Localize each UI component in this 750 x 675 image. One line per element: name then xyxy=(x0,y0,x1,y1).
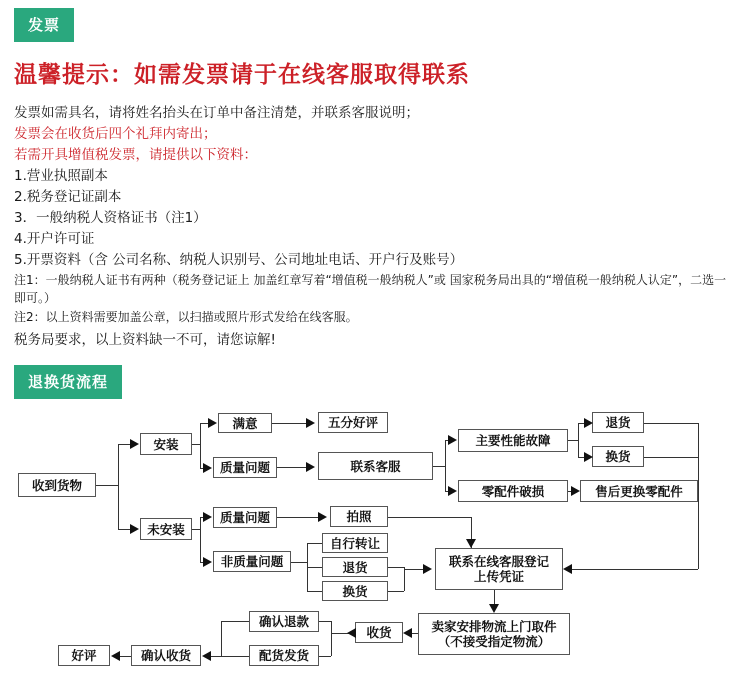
flow-node-reship: 配货发货 xyxy=(249,645,319,666)
invoice-line: 4.开户许可证 xyxy=(14,231,95,247)
connector xyxy=(221,621,222,656)
flow-node-return-goods-1: 退货 xyxy=(592,412,644,433)
connector xyxy=(200,517,201,562)
invoice-line: 2.税务登记证副本 xyxy=(14,189,122,205)
arrow-icon xyxy=(111,651,120,661)
arrow-icon xyxy=(403,628,412,638)
invoice-line: 5.开票资料（含 公司名称、纳税人识别号、公司地址电话、开户行及账号） xyxy=(14,252,464,268)
connector xyxy=(200,423,208,424)
invoice-line: 3．一般纳税人资格证书（注1） xyxy=(14,210,207,226)
flow-node-after-sale-parts: 售后更换零配件 xyxy=(580,480,698,502)
invoice-notice-title: 温馨提示：如需发票请于在线客服取得联系 xyxy=(14,62,470,88)
connector xyxy=(200,423,201,468)
flow-node-take-photo: 拍照 xyxy=(330,506,388,527)
flow-node-non-quality-issue: 非质量问题 xyxy=(213,551,291,572)
flow-node-return-goods-2: 退货 xyxy=(322,557,388,577)
connector xyxy=(291,562,307,563)
arrow-icon xyxy=(448,435,457,445)
flow-node-register-upload-line1: 联系在线客服登记 xyxy=(448,554,549,569)
arrow-icon xyxy=(202,651,211,661)
connector xyxy=(404,569,423,570)
flow-node-satisfied: 满意 xyxy=(218,413,272,433)
connector xyxy=(118,529,130,530)
invoice-line: 发票如需具名，请将姓名抬头在订单中备注清楚，并联系客服说明； xyxy=(14,105,419,121)
invoice-tab-label: 发票 xyxy=(14,8,74,42)
invoice-line: 1.营业执照副本 xyxy=(14,168,108,184)
flow-node-seller-pickup-line1: 卖家安排物流上门取件 xyxy=(431,619,557,634)
arrow-icon xyxy=(489,604,499,613)
returns-section-header xyxy=(0,351,750,399)
arrow-icon xyxy=(563,564,572,574)
returns-tab-label: 退换货流程 xyxy=(14,365,122,399)
flow-node-confirm-refund: 确认退款 xyxy=(249,611,319,632)
connector xyxy=(411,633,418,634)
arrow-icon xyxy=(448,486,457,496)
arrow-icon xyxy=(203,463,212,473)
flow-node-good-review: 好评 xyxy=(58,645,110,666)
connector xyxy=(388,591,404,592)
connector xyxy=(319,621,331,622)
connector xyxy=(568,440,578,441)
flow-node-self-transfer: 自行转让 xyxy=(322,533,388,553)
flow-node-quality-issue-2: 质量问题 xyxy=(213,507,277,528)
flow-node-seller-pickup-line2: （不接受指定物流） xyxy=(437,634,551,649)
arrow-icon xyxy=(130,439,139,449)
arrow-icon xyxy=(571,486,580,496)
arrow-icon xyxy=(584,418,593,428)
flow-node-five-star: 五分好评 xyxy=(318,412,388,433)
connector xyxy=(192,444,200,445)
invoice-line: 发票会在收货后四个礼拜内寄出； xyxy=(14,126,217,142)
flow-node-received: 收到货物 xyxy=(18,473,96,497)
invoice-body xyxy=(0,56,750,350)
invoice-note: 注2：以上资料需要加盖公章，以扫描或照片形式发给在线客服。 xyxy=(14,310,358,324)
connector xyxy=(388,567,404,568)
connector xyxy=(571,569,698,570)
connector xyxy=(307,567,322,568)
arrow-icon xyxy=(306,462,315,472)
invoice-footer: 税务局要求，以上资料缺一不可，请您谅解! xyxy=(14,332,276,348)
connector xyxy=(96,485,118,486)
flow-node-pickup: 收货 xyxy=(355,622,403,643)
connector xyxy=(388,517,471,518)
invoice-line: 若需开具增值税发票，请提供以下资料： xyxy=(14,147,257,163)
connector xyxy=(445,440,446,491)
arrow-icon xyxy=(318,512,327,522)
returns-flow-chart xyxy=(0,405,750,675)
arrow-icon xyxy=(208,418,217,428)
connector xyxy=(277,467,306,468)
arrow-icon xyxy=(423,564,432,574)
connector xyxy=(272,423,306,424)
connector xyxy=(277,517,318,518)
invoice-section-header xyxy=(0,0,750,42)
connector xyxy=(644,423,698,424)
connector xyxy=(118,444,119,529)
arrow-icon xyxy=(466,539,476,548)
connector xyxy=(578,423,579,457)
arrow-icon xyxy=(306,418,315,428)
flow-node-contact-service: 联系客服 xyxy=(318,452,433,480)
flow-node-exchange-goods-1: 换货 xyxy=(592,446,644,467)
flow-node-main-fault: 主要性能故障 xyxy=(458,429,568,452)
connector xyxy=(192,529,200,530)
flow-node-register-upload-line2: 上传凭证 xyxy=(473,569,524,584)
connector xyxy=(433,466,445,467)
arrow-icon xyxy=(203,512,212,522)
arrow-icon xyxy=(130,524,139,534)
flow-node-register-upload xyxy=(435,548,563,590)
connector xyxy=(221,621,249,622)
connector xyxy=(698,423,699,569)
flow-node-parts-damage: 零配件破损 xyxy=(458,480,568,502)
connector xyxy=(404,567,405,591)
flow-node-quality-issue-1: 质量问题 xyxy=(213,457,277,478)
flow-node-exchange-goods-2: 换货 xyxy=(322,581,388,601)
connector xyxy=(307,543,322,544)
connector xyxy=(118,444,130,445)
connector xyxy=(644,457,698,458)
flow-node-seller-pickup xyxy=(418,613,570,655)
arrow-icon xyxy=(203,557,212,567)
arrow-icon xyxy=(347,628,356,638)
arrow-icon xyxy=(584,452,593,462)
flow-node-confirm-receipt: 确认收货 xyxy=(131,645,201,666)
flow-node-not-install: 未安装 xyxy=(140,518,192,540)
connector xyxy=(331,621,332,656)
connector xyxy=(307,591,322,592)
invoice-note: 注1：一般纳税人证书有两种（税务登记证上 加盖红章写着“增值税一般纳税人”或 国家税务局出具的“增值税一般纳税人认定”，二选一即可。） xyxy=(14,273,727,305)
flow-node-install: 安装 xyxy=(140,433,192,455)
